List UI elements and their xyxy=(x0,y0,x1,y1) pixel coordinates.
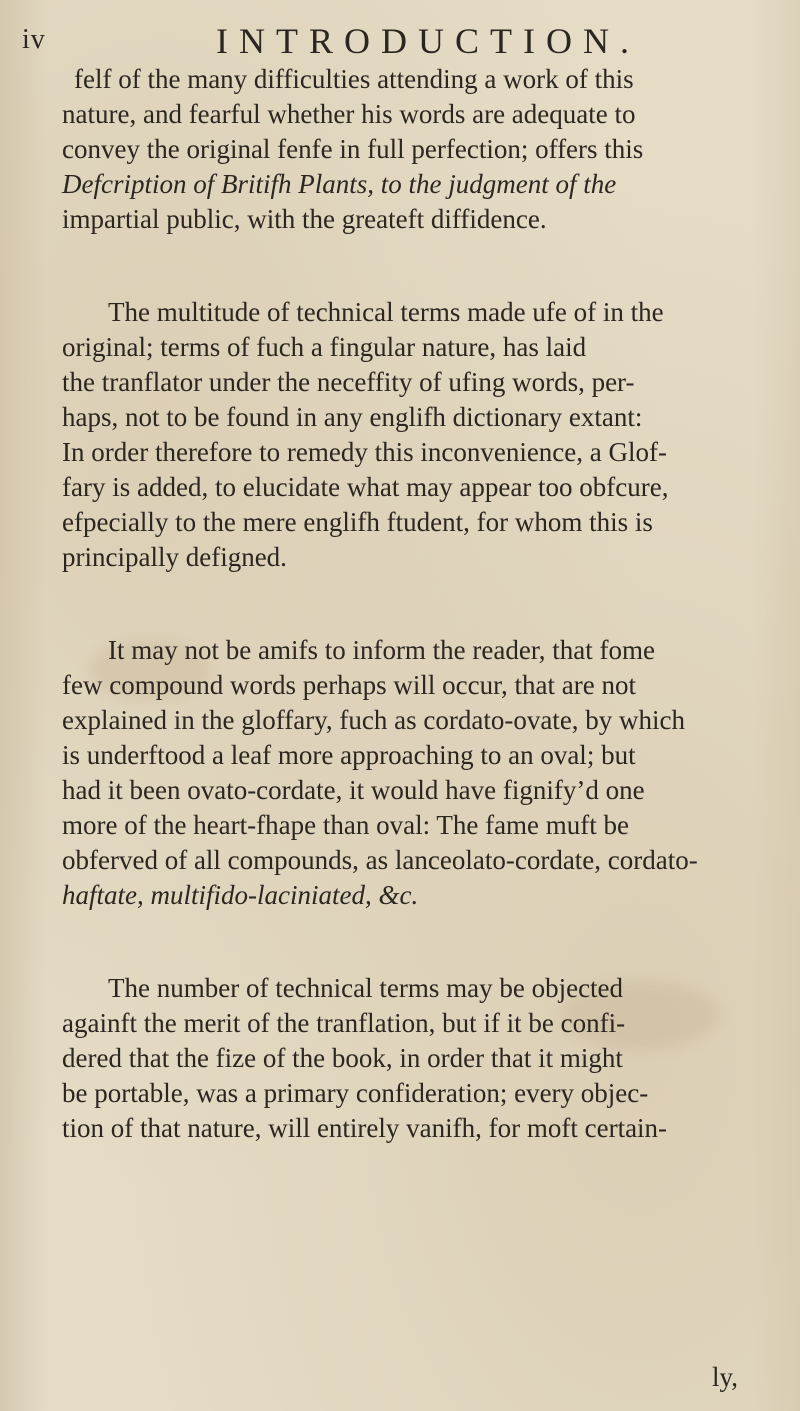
text-line: againft the merit of the tranflation, but if it be confi- xyxy=(62,1008,626,1038)
text-line: The multitude of technical terms made ufe of in the xyxy=(108,297,664,327)
page-number: iv xyxy=(22,24,46,55)
text-line: haps, not to be found in any englifh dictionary extant: xyxy=(62,402,643,432)
text-line: The number of technical terms may be objected xyxy=(108,973,624,1003)
text-line: few compound words perhaps will occur, that are not xyxy=(62,670,637,700)
text-line: original; terms of fuch a fingular nature, has laid xyxy=(62,332,587,362)
text-line: fary is added, to elucidate what may appear too obfcure, xyxy=(62,472,669,502)
paragraph xyxy=(62,62,762,237)
text-line: convey the original fenfe in full perfection; offers this xyxy=(62,134,644,164)
paragraph xyxy=(62,295,762,575)
text-line: In order therefore to remedy this inconvenience, a Glof- xyxy=(62,437,667,467)
text-line: tion of that nature, will entirely vanifh, for moft certain- xyxy=(62,1113,668,1143)
text-line: It may not be amifs to inform the reader, that fome xyxy=(108,635,655,665)
text-line: is underftood a leaf more approaching to an oval; but xyxy=(62,740,636,770)
text-line: dered that the fize of the book, in order that it might xyxy=(62,1043,623,1073)
text-line: obferved of all compounds, as lanceolato-cordate, cordato- xyxy=(62,845,698,875)
paragraph xyxy=(62,971,762,1146)
running-title: INTRODUCTION. xyxy=(216,21,640,61)
body-text xyxy=(62,62,762,1146)
text-line: haftate, multifido-laciniated, &c. xyxy=(62,880,419,910)
text-line: more of the heart-fhape than oval: The fame muft be xyxy=(62,810,630,840)
running-head xyxy=(22,20,742,64)
text-line: principally defigned. xyxy=(62,542,287,572)
text-line: felf of the many difficulties attending a work of this xyxy=(74,64,634,94)
text-line: efpecially to the mere englifh ftudent, for whom this is xyxy=(62,507,653,537)
catchword: ly, xyxy=(712,1362,738,1392)
text-line: had it been ovato-cordate, it would have fignify’d one xyxy=(62,775,645,805)
text-line: be portable, was a primary confideration; every objec- xyxy=(62,1078,649,1108)
paragraph xyxy=(62,633,762,913)
text-line: nature, and fearful whether his words are adequate to xyxy=(62,99,636,129)
text-line: impartial public, with the greateft diffidence. xyxy=(62,204,547,234)
text-line: explained in the gloffary, fuch as cordato-ovate, by which xyxy=(62,705,686,735)
text-line: the tranflator under the neceffity of ufing words, per- xyxy=(62,367,635,397)
text-line: Defcription of Britifh Plants, to the judgment of the xyxy=(62,169,617,199)
